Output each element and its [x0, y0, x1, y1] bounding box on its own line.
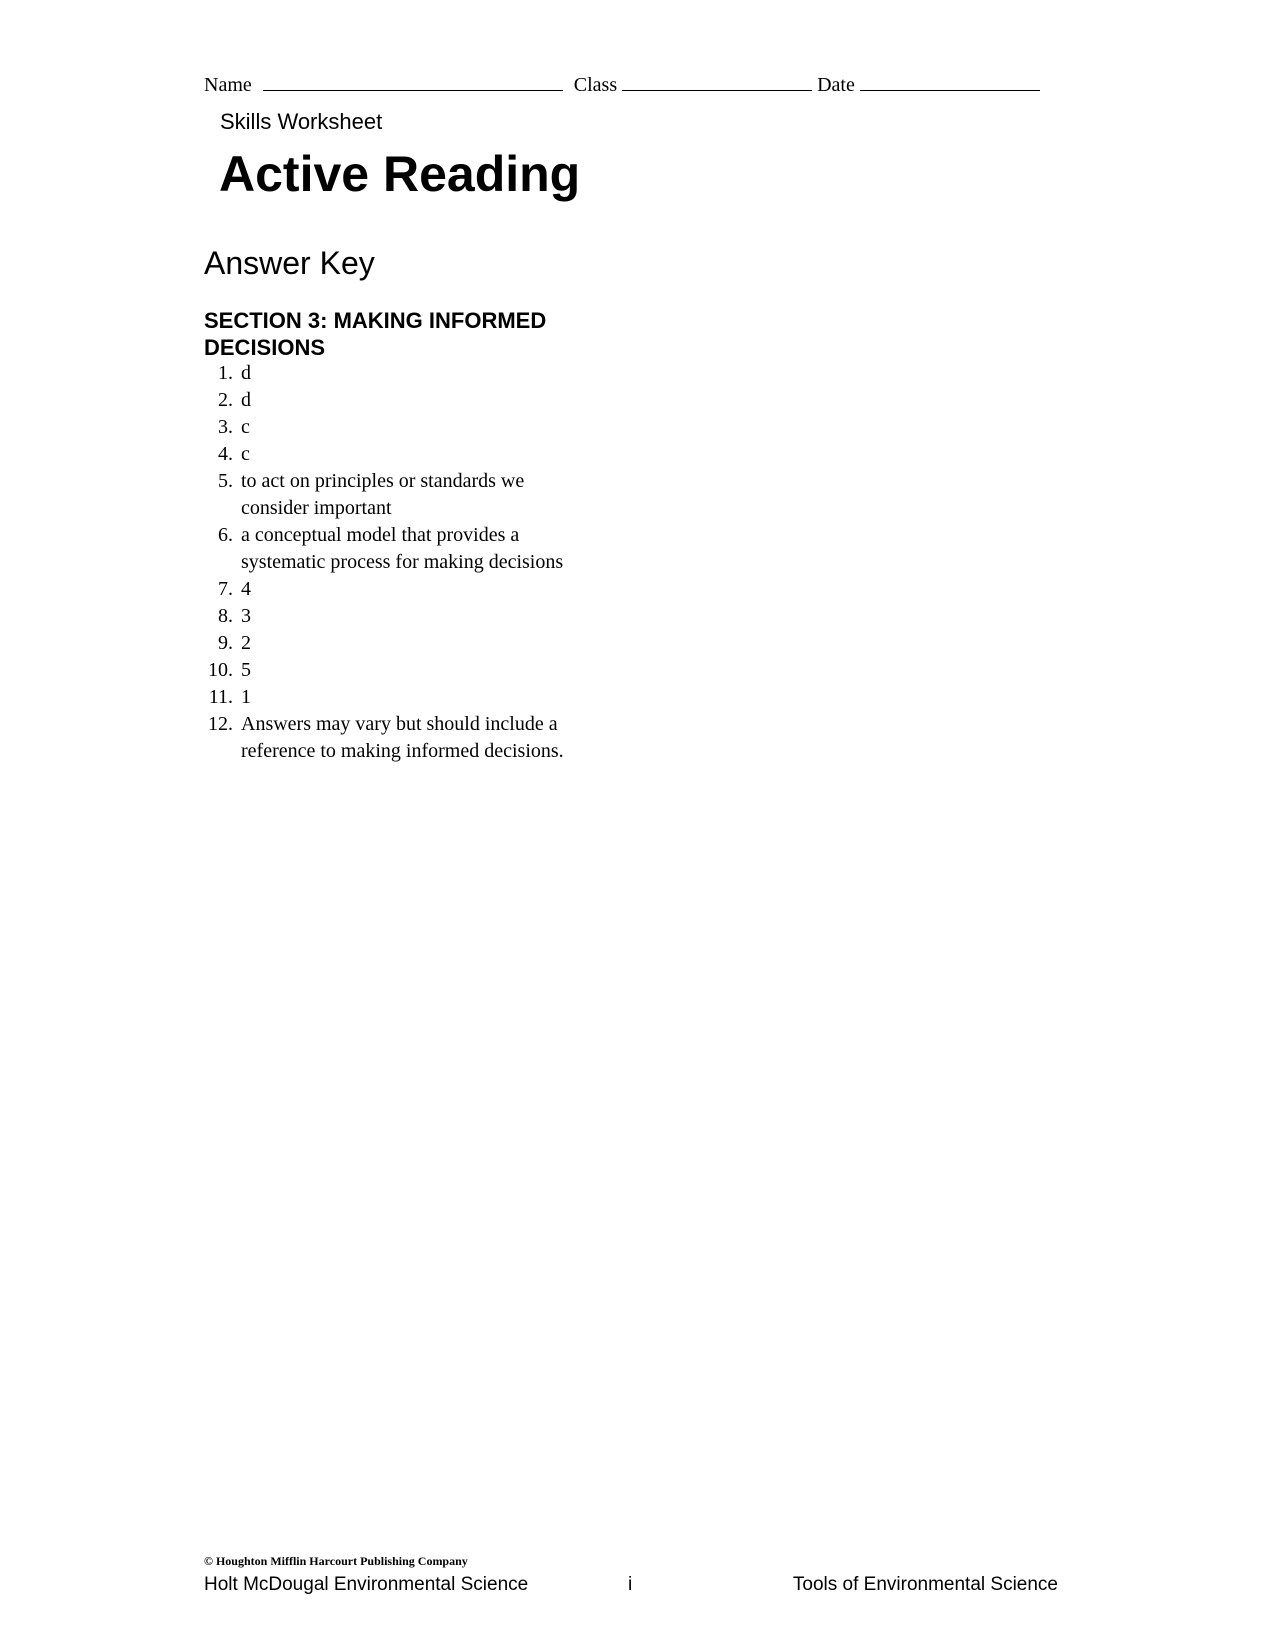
page-footer [204, 1572, 1058, 1598]
answer-text: a conceptual model that provides a systematic process for making decisions [241, 524, 564, 573]
date-blank [860, 72, 1040, 91]
class-label: Class [573, 74, 618, 96]
answer-item [204, 711, 604, 765]
date-label: Date [817, 74, 855, 96]
answer-text: to act on principles or standards we consider important [241, 470, 525, 519]
student-info-line [204, 72, 1040, 97]
answer-number: 12. [208, 713, 233, 735]
answer-item [204, 630, 604, 657]
answer-text: 4 [241, 578, 251, 600]
answer-number: 3. [218, 416, 233, 438]
worksheet-type: Skills Worksheet [220, 109, 383, 134]
answer-item [204, 387, 604, 414]
answer-text: 2 [241, 632, 251, 654]
answer-item [204, 576, 604, 603]
answer-item [204, 414, 604, 441]
answer-number: 10. [208, 659, 233, 681]
answer-number: 1. [218, 362, 233, 384]
answer-text: 3 [241, 605, 251, 627]
answer-item [204, 657, 604, 684]
answer-number: 7. [218, 578, 233, 600]
answer-item [204, 360, 604, 387]
answer-text: 5 [241, 659, 251, 681]
answer-text: c [241, 416, 250, 438]
answer-item [204, 684, 604, 711]
answer-list [204, 360, 604, 765]
footer-chapter: Tools of Environmental Science [792, 1574, 1058, 1595]
answer-item [204, 603, 604, 630]
name-label: Name [204, 74, 252, 96]
name-blank [263, 72, 563, 91]
answer-text: d [241, 389, 251, 411]
answer-key-heading: Answer Key [204, 245, 375, 281]
answer-number: 8. [218, 605, 233, 627]
answer-number: 6. [218, 524, 233, 546]
footer-page-number: i [628, 1574, 633, 1595]
answer-item [204, 468, 604, 522]
class-blank [622, 72, 812, 91]
answer-number: 11. [208, 686, 233, 708]
section-title: SECTION 3: MAKING INFORMED DECISIONS [204, 308, 547, 360]
answer-number: 2. [218, 389, 233, 411]
answer-number: 9. [218, 632, 233, 654]
answer-number: 4. [218, 443, 233, 465]
page-title: Active Reading [219, 146, 581, 202]
answer-item [204, 522, 604, 576]
answer-text: d [241, 362, 251, 384]
answer-number: 5. [218, 470, 233, 492]
answer-item [204, 441, 604, 468]
copyright-notice: © Houghton Mifflin Harcourt Publishing Company [204, 1554, 468, 1568]
answer-text: 1 [241, 686, 251, 708]
answer-text: c [241, 443, 250, 465]
answer-text: Answers may vary but should include a reference to making informed decisions. [241, 713, 564, 762]
footer-publisher: Holt McDougal Environmental Science [204, 1574, 529, 1595]
